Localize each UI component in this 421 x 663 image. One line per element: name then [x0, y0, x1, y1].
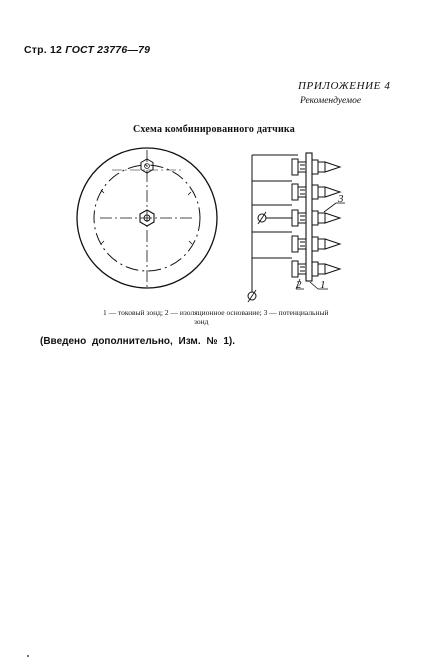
- probe-3: [292, 210, 340, 226]
- page-number: Стр. 12: [24, 44, 63, 56]
- probe-1: [292, 159, 340, 175]
- appendix-title: ПРИЛОЖЕНИЕ 4: [298, 80, 391, 92]
- insulating-base: [306, 153, 312, 281]
- standard-number: ГОСТ 23776—79: [65, 44, 151, 56]
- probe-4: [292, 236, 340, 252]
- probe-5: [292, 261, 340, 277]
- amendment-note: (Введено дополнительно, Изм. № 1).: [40, 336, 235, 347]
- legend-line-1: 1 — токовый зонд; 2 — изоляционное основание; 3 — потенциальный: [103, 308, 329, 317]
- leader-1: [310, 282, 318, 289]
- probe-2: [292, 184, 340, 200]
- legend-line-2: зонд: [194, 317, 209, 326]
- callout-3: 3: [338, 193, 344, 205]
- page-speck: [27, 655, 29, 657]
- figure-legend: [103, 308, 353, 326]
- figure-title: Схема комбинированного датчика: [133, 124, 295, 135]
- appendix-status: Рекомендуемое: [300, 96, 362, 106]
- leader-3: [324, 203, 336, 212]
- front-view: [77, 148, 217, 290]
- callout-2: 2: [296, 279, 302, 291]
- callout-1: 1: [320, 279, 326, 291]
